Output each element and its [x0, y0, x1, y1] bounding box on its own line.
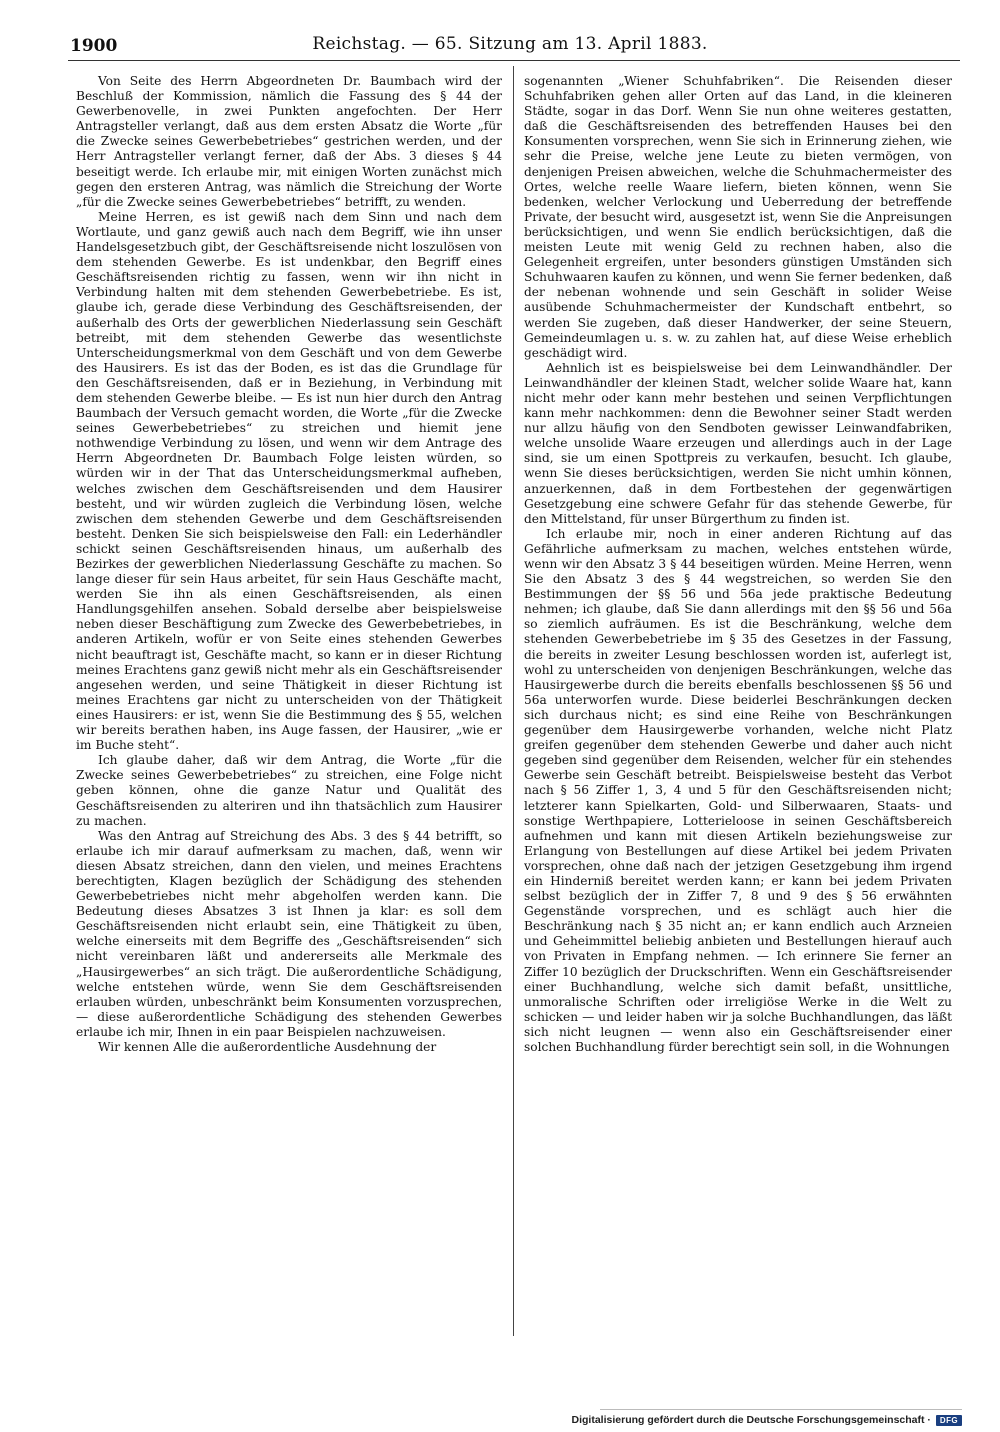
header-rule: [68, 60, 960, 61]
paragraph: Ich erlaube mir, noch in einer anderen Richtung auf das Gefährliche aufmerksam zu machen, welches entstehen würde, wenn wir den Absatz 3 § 44 beseitigen würden. Meine Herren, wenn Sie den Absatz 3 des § 44 wegstreichen, so werden Sie den Bestimmungen der §§ 56 und 56a jede praktische Bedeutung nehmen; ich glaube, daß Sie dann allerdings mit den §§ 56 und 56a so ziemlich aufräumen. Es ist die Beschränkung, welche dem stehenden Gewerbebetriebe im § 35 des Gesetzes in der Fassung, die bereits in zweiter Lesung beschlossen worden ist, auferlegt ist, wohl zu unterscheiden von denjenigen Beschränkungen, welche das Hausirgewerbe durch die bereits ebenfalls beschlossenen §§ 56 und 56a unterworfen wurde. Diese beiderlei Beschränkungen decken sich durchaus nicht; es sind eine Reihe von Beschränkungen gegenüber dem Hausirgewerbe vorhanden, welche nicht Platz greifen gegenüber dem stehenden Gewerbe und daher auch nicht gegeben sind gegenüber dem Reisenden, welcher für ein stehendes Gewerbe sein Geschäft betreibt. Beispielsweise besteht das Verbot nach § 56 Ziffer 1, 3, 4 und 5 für den Geschäftsreisenden nicht; letzterer kann Spielkarten, Gold- und Silberwaaren, Staats- und sonstige Werthpapiere, Lotterieloose in seinen Geschäftsbereich aufnehmen und kann mit diesen Artikeln beziehungsweise zur Erlangung von Bestellungen auf diese Artikel bei jedem Privaten vorsprechen, ohne daß nach der jetzigen Gesetzgebung ihm irgend ein Hinderniß bereitet werden kann; er kann bei jedem Privaten selbst bezüglich der in Ziffer 7, 8 und 9 des § 56 erwähnten Gegenstände vorsprechen, und es schlägt auch hier die Beschränkung nach § 35 nicht an; er kann endlich auch Arzneien und Geheimmittel beliebig anbieten und Bestellungen hierauf auch von Privaten in Empfang nehmen. — Ich erinnere Sie ferner an Ziffer 10 bezüglich der Druckschriften. Wenn ein Geschäftsreisender einer Buchhandlung, welche sich damit befaßt, unsittliche, unmoralische Schriften oder irreligiöse Werke in die Welt zu schicken — und leider haben wir ja solche Buchhandlungen, das läßt sich nicht leugnen — wenn also ein Geschäftsreisender einer solchen Buchhandlung fürder berechtigt sein soll, in die Wohnungen: [524, 526, 952, 1054]
left-column: [76, 74, 502, 1352]
footer-credit: Digitalisierung gefördert durch die Deutsche Forschungsgemeinschaft ·: [571, 1414, 931, 1426]
right-column: [524, 74, 952, 1352]
paragraph: Von Seite des Herrn Abgeordneten Dr. Baumbach wird der Beschluß der Kommission, nämlich die Fassung des § 44 der Gewerbenovelle, in zwei Punkten angefochten. Der Herr Antragsteller verlangt, daß aus dem ersten Absatz die Worte „für die Zwecke seines Gewerbebetriebes“ gestrichen werden, und der Herr Antragsteller verlangt ferner, daß der Abs. 3 dieses § 44 beseitigt werde. Ich erlaube mir, mit einigen Worten zunächst mich gegen den ersteren Antrag, was nämlich die Streichung der Worte „für die Zwecke seines Gewerbebetriebes“ betrifft, zu wenden.: [76, 74, 502, 209]
footer: [572, 1414, 962, 1426]
page-number: 1900: [70, 36, 118, 56]
paragraph: Wir kennen Alle die außerordentliche Ausdehnung der: [98, 1040, 437, 1054]
paragraph: Ich glaube daher, daß wir dem Antrag, die Worte „für die Zwecke seines Gewerbebetriebes“ zu streichen, eine Folge nicht geben können, ohne die ganze Natur und Qualität des Geschäftsreisenden zu alteriren und ihn thatsächlich zum Hausirer zu machen.: [76, 753, 502, 828]
column-divider: [513, 66, 514, 1336]
running-head: Reichstag. — 65. Sitzung am 13. April 1883.: [312, 34, 708, 54]
footer-rule: [600, 1409, 962, 1410]
paragraph: Aehnlich ist es beispielsweise bei dem Leinwandhändler. Der Leinwandhändler der kleinen Stadt, welcher solide Waare hat, kann nicht mehr oder kann mehr bestehen und seinen Verpflichtungen kann mehr nachkommen: denn die Bewohner seiner Stadt werden nur allzu häufig von den Sendboten gewisser Leinwandfabriken, welche unsolide Waare erzeugen und allerdings auch in der Lage sind, sie um einen Spottpreis zu verkaufen, besucht. Ich glaube, wenn Sie dieses berücksichtigen, werden Sie nicht umhin können, anzuerkennen, daß in dem Fortbestehen der gegenwärtigen Gesetzgebung eine schwere Gefahr für das stehende Gewerbe, für den Mittelstand, für unser Bürgerthum zu finden ist.: [524, 360, 952, 526]
paragraph: sogenannten „Wiener Schuhfabriken“. Die Reisenden dieser Schuhfabriken gehen aller Orten auf das Land, in die kleineren Städte, sogar in das Dorf. Wenn Sie nun ohne weiteres gestatten, daß die Geschäftsreisenden des betreffenden Hauses bei den Konsumenten vorsprechen, wenn Sie sich in Erinnerung ziehen, wie sehr die Preise, welche jene Leute zu bieten vermögen, von denjenigen Preisen abweichen, welche die Schuhmachermeister des Ortes, welche reelle Waare liefern, bieten können, wenn Sie bedenken, welcher Verlockung und Ueberredung der betreffende Private, der besucht wird, ausgesetzt ist, wenn Sie die Anpreisungen berücksichtigen, und wenn Sie endlich berücksichtigen, daß die meisten Leute mit wenig Geld zu rechnen haben, also die Gelegenheit ergreifen, unter besonders günstigen Umständen sich Schuhwaaren kaufen zu können, und wenn Sie ferner bedenken, daß der nebenan wohnende und sein Geschäft in solider Weise ausübende Schuhmachermeister der Kundschaft entbehrt, so werden Sie zugeben, daß dieser Handwerker, der seine Steuern, Gemeindeumlagen u. s. w. zu zahlen hat, auf diese Weise erheblich geschädigt wird.: [524, 74, 952, 360]
paragraph: Meine Herren, es ist gewiß nach dem Sinn und nach dem Wortlaute, und ganz gewiß auch nach dem Begriff, wie ihn unser Handelsgesetzbuch gibt, der Geschäftsreisende nicht loszulösen von dem stehenden Gewerbe. Es ist undenkbar, den Begriff eines Geschäftsreisenden richtig zu fassen, wenn wir ihn nicht in Verbindung halten mit dem stehenden Gewerbebetriebe. Es ist, glaube ich, gerade diese Verbindung des Geschäftsreisenden, der außerhalb des Orts der gewerblichen Niederlassung sein Geschäft betreibt, mit dem stehenden Gewerbe das wesentlichste Unterscheidungsmerkmal von dem Geschäft und von dem Gewerbe des Hausirers. Es ist das der Boden, es ist das die Grundlage für den Geschäftsreisenden, daß er in Beziehung, in Verbindung mit dem stehenden Gewerbe bleibe. — Es ist nun hier durch den Antrag Baumbach der Versuch gemacht worden, die Worte „für die Zwecke seines Gewerbebetriebes“ zu streichen und hiemit jene nothwendige Verbindung zu lösen, und wenn wir dem Antrage des Herrn Abgeordneten Dr. Baumbach Folge leisten würden, so würden wir in der That das Unterscheidungsmerkmal aufheben, welches zwischen dem Geschäftsreisenden und dem Hausirer besteht, und wir würden zugleich die Verbindung lösen, welche zwischen dem stehenden Gewerbe und dem Geschäftsreisenden besteht. Denken Sie sich beispielsweise den Fall: ein Lederhändler schickt seinen Geschäftsreisenden hinaus, um außerhalb des Bezirkes der gewerblichen Niederlassung Geschäfte zu machen. So lange dieser für sein Haus arbeitet, für sein Haus Geschäfte macht, werden Sie ihn als einen Geschäftsreisenden, als einen Handlungsgehilfen ansehen. Sobald derselbe aber beispielsweise neben dieser Beschäftigung zum Zwecke des Gewerbebetriebes, in anderen Artikeln, wofür er von Seite eines stehenden Gewerbes nicht beauftragt ist, Geschäfte macht, so kann er in dieser Richtung meines Erachtens ganz gewiß nicht mehr als ein Geschäftsreisender angesehen werden, und seine Thätigkeit in dieser Richtung ist meines Erachtens gar nicht zu unterscheiden von der Thätigkeit eines Hausirers: er ist, wenn Sie die Bestimmung des § 55, welchen wir bereits berathen haben, ins Auge fassen, der Hausirer, „wie er im Buche steht“.: [76, 209, 502, 753]
paragraph: Was den Antrag auf Streichung des Abs. 3 des § 44 betrifft, so erlaube ich mir darauf aufmerksam zu machen, daß, wenn wir diesen Absatz streichen, dann den vielen, und meines Erachtens berechtigten, Klagen bezüglich der Schädigung des stehenden Gewerbebetriebes nicht mehr abgeholfen werden kann. Die Bedeutung dieses Absatzes 3 ist Ihnen ja klar: es soll dem Geschäftsreisenden nicht erlaubt sein, eine Thätigkeit zu üben, welche einerseits mit dem Begriffe des „Geschäftsreisenden“ sich nicht vereinbaren läßt und andererseits alle Merkmale des „Hausirgewerbes“ an sich trägt. Die außerordentliche Schädigung, welche entstehen würde, wenn Sie dem Geschäftsreisenden erlauben würden, unbeschränkt beim Konsumenten vorzusprechen, — diese außerordentliche Schädigung des stehenden Gewerbes erlaube ich mir, Ihnen in ein paar Beispielen nachzuweisen.: [76, 828, 502, 1039]
dfg-logo-icon: DFG: [936, 1415, 962, 1426]
